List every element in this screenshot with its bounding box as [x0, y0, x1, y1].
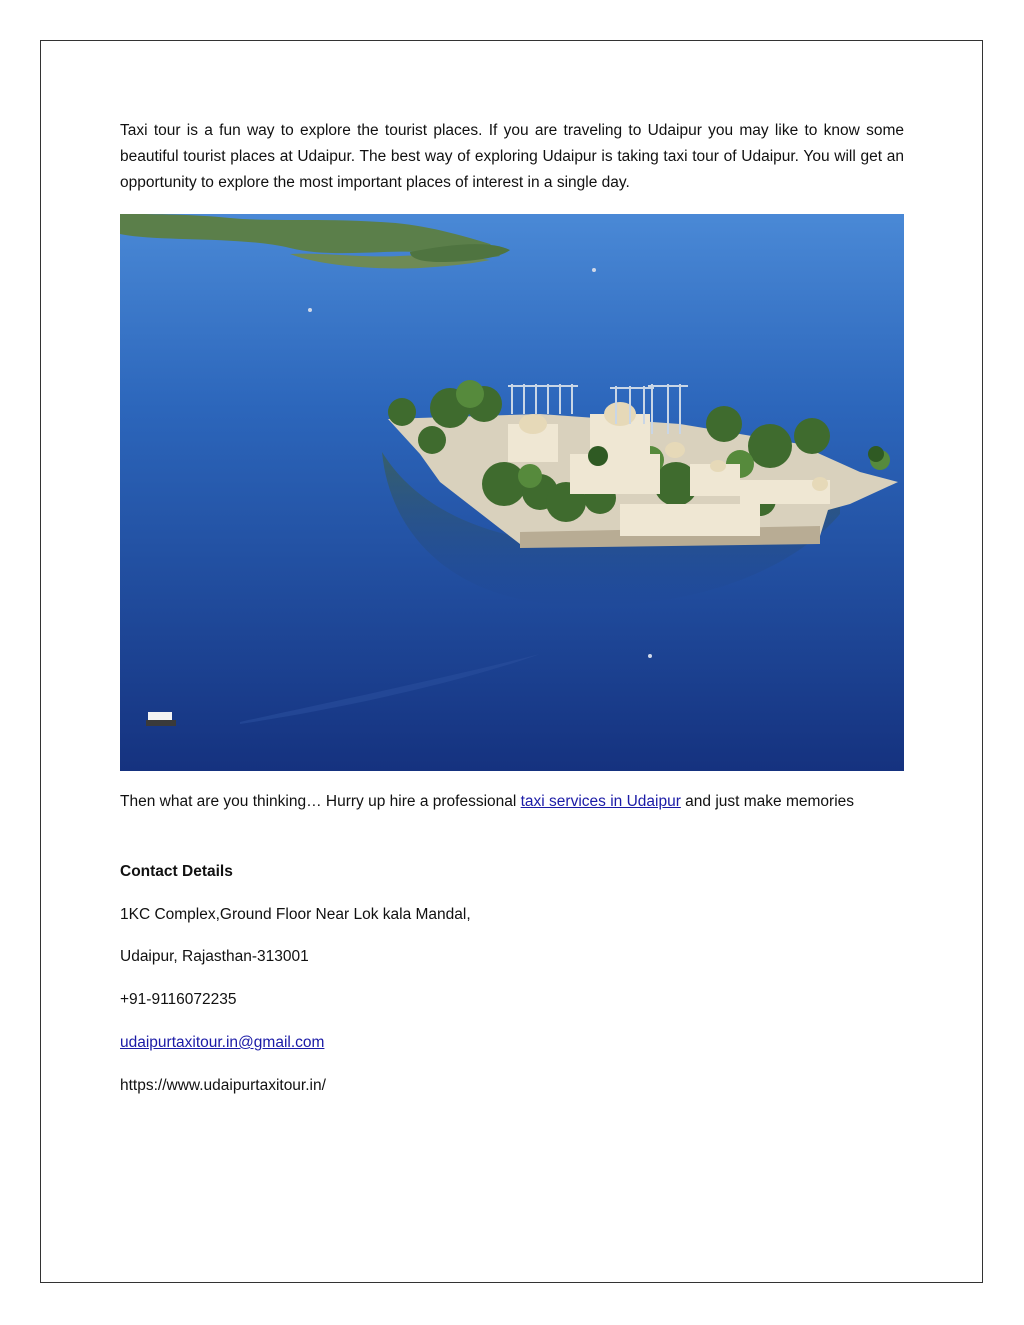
taxi-services-link[interactable]: taxi services in Udaipur — [520, 793, 681, 810]
intro-block — [120, 118, 904, 196]
address-line-1: 1KC Complex,Ground Floor Near Lok kala Mandal, — [120, 906, 471, 923]
contact-heading: Contact Details — [120, 863, 233, 880]
cta-paragraph — [120, 789, 904, 815]
website-url: https://www.udaipurtaxitour.in/ — [120, 1077, 326, 1094]
address-line-2: Udaipur, Rajasthan-313001 — [120, 948, 309, 965]
cta-text-after: and just make memories — [680, 793, 855, 810]
email-link[interactable]: udaipurtaxitour.in@gmail.com — [120, 1034, 325, 1051]
lake-palace-photo — [120, 214, 904, 771]
cta-text-before: Then what are you thinking… Hurry up hire a professional — [120, 793, 521, 810]
phone-number: +91-9116072235 — [120, 991, 237, 1008]
intro-paragraph: Taxi tour is a fun way to explore the tourist places. If you are traveling to Udaipur you may like to know some beautiful tourist places at Udaipur. The best way of exploring Udaipur is taking taxi tour of Udaipur. You will get an opportunity to explore the most important places of interest in a single day. — [120, 122, 904, 191]
